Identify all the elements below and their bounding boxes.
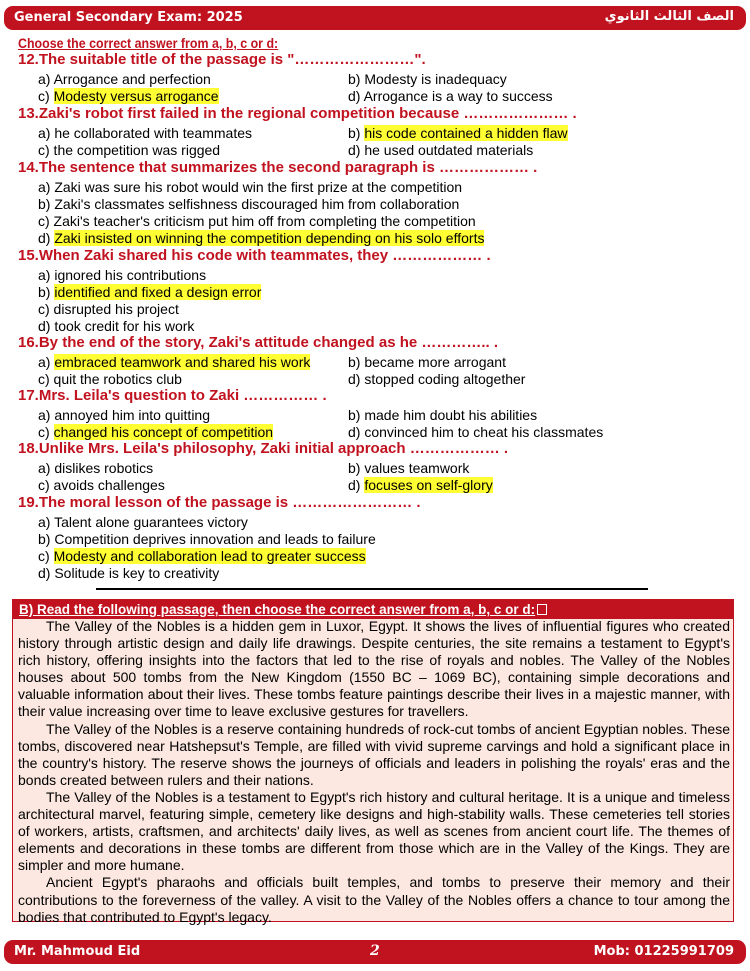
option-b: b) made him doubt his abilities	[348, 407, 538, 423]
passage-paragraph: The Valley of the Nobles is a hidden gem in Luxor, Egypt. It shows the lives of influential figures who created history through artistic design and daily life drawings. Despite centuries, the site remains a testament to Egypt's rich history, offering insights into the factors that led to the rise of royals and nobles. The Valley of the Nobles houses about 500 tombs from the New Kingdom (1550 BC – 1069 BC), containing simple decorations and valuable information about their lives. These tombs feature paintings describe their lives in a majestic manner, with their value increasing over time to leave exclusive gestures for travellers.	[18, 618, 730, 720]
option-c: c) Zaki's teacher's criticism put him off from completing the competition	[38, 213, 476, 229]
question-17	[18, 387, 738, 440]
passage-paragraph: The Valley of the Nobles is a testament to Egypt's rich history and cultural heritage. It is a unique and timeless architectural marvel, featuring simple, cemetery like designs and high-stability walls. These cemeteries tell stories of workers, artists, craftsmen, and architects' daily lives, as well as scenes from ancient court life. The themes of elements and decorations in these tombs are different from those which are in the Valley of the Kings. They are simpler and more humane.	[18, 788, 730, 874]
reading-passage	[12, 599, 734, 925]
passage-body	[18, 618, 730, 926]
option-prefix: c)	[38, 88, 54, 104]
option-b	[38, 284, 261, 301]
mobile-number: Mob: 01225991709	[593, 944, 734, 959]
question-text: 19.The moral lesson of the passage is …………………… .	[18, 494, 421, 511]
option-a: a) Zaki was sure his robot would win the first prize at the competition	[38, 179, 463, 195]
option-prefix: b)	[38, 284, 55, 300]
option-a: a) ignored his contributions	[38, 267, 207, 283]
page-number: 2	[370, 943, 380, 959]
option-c: c) avoids challenges	[38, 477, 165, 493]
option-c: c) disrupted his project	[38, 301, 179, 317]
option-a	[38, 354, 310, 371]
option-prefix: c)	[38, 424, 54, 440]
question-text: 15.When Zaki shared his code with teammates, they ……………… .	[18, 247, 491, 264]
option-d	[348, 477, 493, 494]
option-b: b) became more arrogant	[348, 354, 506, 370]
highlighted-answer: changed his concept of competition	[53, 424, 274, 440]
option-c: c) quit the robotics club	[38, 371, 182, 387]
passage-heading-text: B) Read the following passage, then choose the correct answer from a, b, c or d:	[19, 602, 536, 617]
option-d: d) Arrogance is a way to success	[348, 88, 553, 104]
option-b: b) Zaki's classmates selfishness discouraged him from collaboration	[38, 196, 460, 212]
checkbox-icon	[537, 604, 547, 615]
option-a: a) Talent alone guarantees victory	[38, 514, 248, 530]
exam-title: General Secondary Exam: 2025	[14, 10, 243, 25]
option-d	[38, 230, 484, 247]
highlighted-answer: focuses on self-glory	[364, 477, 493, 493]
section-divider	[96, 588, 648, 590]
option-d: d) stopped coding altogether	[348, 371, 526, 387]
option-c	[38, 88, 219, 105]
passage-paragraph: The Valley of the Nobles is a reserve containing hundreds of rock-cut tombs of ancient Egyptian nobles. These tombs, discovered near Hatshepsut's Temple, are filled with vivid supreme carvings and hold a significant place in the country's history. The reserve shows the journeys of officials and leaders in polishing the royals' eras and the bonds created between rulers and their nations.	[18, 720, 730, 788]
question-19	[18, 494, 738, 581]
highlighted-answer: Modesty and collaboration lead to greater success	[53, 548, 366, 564]
option-b: b) values teamwork	[348, 460, 470, 476]
question-12	[18, 51, 738, 104]
question-18	[18, 440, 738, 493]
question-16	[18, 334, 738, 387]
question-text: 17.Mrs. Leila's question to Zaki …………… .	[18, 387, 327, 404]
highlighted-answer: Zaki insisted on winning the competition depending on his solo efforts	[54, 230, 485, 246]
highlighted-answer: his code contained a hidden flaw	[364, 125, 568, 141]
question-text: 12.The suitable title of the passage is "……………………".	[18, 51, 426, 68]
author-name: Mr. Mahmoud Eid	[14, 944, 141, 959]
option-a: a) he collaborated with teammates	[38, 125, 252, 141]
highlighted-answer: Modesty versus arrogance	[53, 88, 219, 104]
option-a: a) Arrogance and perfection	[38, 71, 211, 87]
option-prefix: d)	[348, 477, 365, 493]
section-instruction: Choose the correct answer from a, b, c or d:	[18, 36, 279, 51]
option-d: d) took credit for his work	[38, 318, 195, 334]
question-15	[18, 247, 738, 334]
question-text: 18.Unlike Mrs. Leila's philosophy, Zaki initial approach ……………… .	[18, 440, 509, 457]
option-c	[38, 424, 273, 441]
option-a: a) dislikes robotics	[38, 460, 154, 476]
option-d: d) he used outdated materials	[348, 142, 534, 158]
question-text: 16.By the end of the story, Zaki's attitude changed as he ………….. .	[18, 334, 499, 351]
option-prefix: c)	[38, 548, 54, 564]
question-text: 14.The sentence that summarizes the second paragraph is ……………… .	[18, 159, 538, 176]
option-b: b) Modesty is inadequacy	[348, 71, 507, 87]
passage-paragraph: Ancient Egypt's pharaohs and officials built temples, and tombs to preserve their memory and their contributions to the foreverness of the valley. A visit to the Valley of the Nobles offers a chance to tour among the bodies that contributed to Egypt's legacy.	[18, 874, 730, 925]
option-d: d) Solitude is key to creativity	[38, 565, 220, 581]
option-c: c) the competition was rigged	[38, 142, 221, 158]
option-prefix: d)	[38, 230, 55, 246]
option-prefix: a)	[38, 354, 55, 370]
question-14	[18, 159, 738, 246]
passage-heading	[13, 600, 733, 619]
option-d: d) convinced him to cheat his classmates	[348, 424, 604, 440]
question-text: 13.Zaki's robot first failed in the regional competition because ………………… .	[18, 105, 577, 122]
option-a: a) annoyed him into quitting	[38, 407, 210, 423]
option-c	[38, 548, 366, 565]
option-b	[348, 125, 568, 142]
option-b: b) Competition deprives innovation and leads to failure	[38, 531, 376, 547]
grade-title: الصف الثالث الثانوي	[604, 9, 734, 24]
question-13	[18, 105, 738, 158]
highlighted-answer: identified and fixed a design error	[54, 284, 262, 300]
option-prefix: b)	[348, 125, 365, 141]
highlighted-answer: embraced teamwork and shared his work	[54, 354, 311, 370]
footer-bar	[4, 940, 746, 964]
header-bar	[4, 6, 746, 30]
